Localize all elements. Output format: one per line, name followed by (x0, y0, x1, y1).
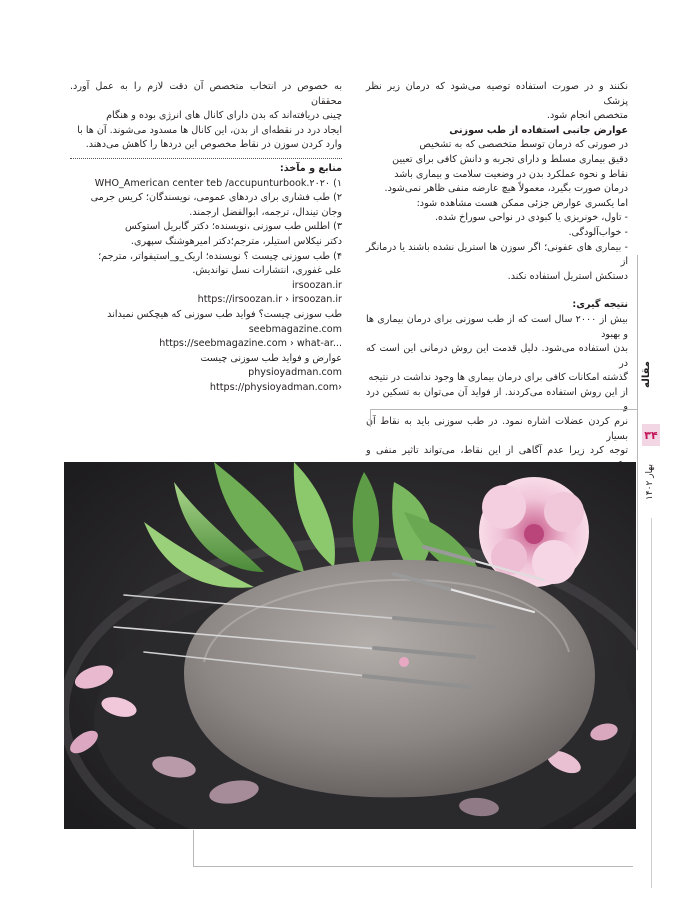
reference-link[interactable]: seebmagazine.com (248, 323, 342, 335)
section-heading-side-effects: عوارض جانبی استفاده از طب سوزنی (449, 124, 628, 136)
reference-link[interactable]: https://seebmagazine.com › what-ar... (159, 338, 342, 350)
frame-rule (193, 866, 633, 867)
body-line: وارد کردن سوزن در نقاط مخصوص این دردها را کاهش می‌دهند. (85, 139, 342, 151)
side-rule (651, 518, 652, 888)
body-line: دستکش استریل استفاده نکند. (507, 270, 628, 282)
body-line: بدن استفاده می‌شود. دلیل قدمت این روش درمانی این است که در (366, 343, 628, 369)
reference-link[interactable]: physioyadman.com (248, 367, 342, 379)
reference-item: عوارض و فواید طب سوزنی چیست (200, 352, 342, 364)
reference-item: وجان تیندال، ترجمه، ابوالفضل ارجمند. (189, 206, 342, 218)
body-line: بیش از ۲۰۰۰ سال است که از طب سوزنی برای درمان بیماری ها و بهبود (366, 313, 628, 340)
reference-item: ۱) WHO_American center teb /accupunturbook.۲۰۲۰ (94, 177, 342, 189)
reference-link[interactable]: https://irsoozan.ir › irsoozan.ir (197, 294, 342, 306)
frame-rule (370, 409, 371, 427)
reference-item: علی غفوری، انتشارات نسل نواندیش. (192, 265, 342, 277)
body-line: نکنند و در صورت استفاده توصیه می‌شود که درمان زیر نظر پزشک (366, 81, 628, 107)
frame-rule (637, 255, 638, 650)
section-heading-conclusion: نتیجه گیری: (572, 299, 628, 311)
body-line: در صورتی که درمان توسط متخصصی که به تشخیص (419, 139, 628, 151)
body-line: دقیق بیماری مسلط و دارای تجربه و دانش کافی برای تعیین (392, 153, 628, 165)
left-column (70, 80, 342, 395)
reference-link[interactable]: https://physioyadman.com› (209, 381, 342, 393)
frame-rule (193, 830, 194, 866)
acupuncture-photo (64, 462, 636, 829)
body-line: توجه کرد زیرا عدم آگاهی از این نقاط، می‌تواند تاثیر منفی و (366, 445, 628, 457)
section-label: مقاله (641, 361, 652, 389)
body-line: نقاط و نحوه عملکرد بدن در وضعیت سلامت و بیماری باشد (394, 168, 628, 180)
list-item: - بیماری های عفونی؛ اگر سوزن ها استریل نشده باشند یا درمانگر از (366, 241, 628, 268)
issue-label: بهار ۱۴۰۲ (645, 464, 655, 500)
body-line: چینی دریافته‌اند که بدن دارای کانال های انرژی بوده و هنگام (106, 110, 342, 122)
reference-item: ۴) طب سوزنی چیست ؟ نویسنده؛ اریک_و_استیفواتر، مترجم؛ (98, 250, 342, 262)
body-line: گذشته امکانات کافی برای درمان بیماری ها وجود نداشت در نتیجه (368, 372, 628, 384)
body-line: از این روش استفاده می‌کردند. از فواید آن می‌توان به تسکین درد و (366, 386, 628, 413)
reference-item: ۳) اطلس طب سوزنی ،نویسنده؛ دکتر گابریل استوکس (124, 221, 342, 233)
body-line: اما یکسری عوارض جزئی ممکن هست مشاهده شود: (416, 197, 628, 209)
list-item: - خواب‌آلودگی. (568, 226, 628, 238)
photo-illustration (64, 462, 636, 829)
section-heading-sources: منابع و مآخذ: (279, 162, 342, 174)
dotted-divider (70, 158, 342, 159)
body-line: متخصص انجام شود. (546, 110, 628, 122)
body-line: درمان صورت بگیرد، معمولاً هیچ عارضه منفی ظاهر نمی‌شود. (384, 183, 628, 195)
reference-item: طب سوزنی چیست؟ فواید طب سوزنی که هیچکس نمیداند (107, 308, 342, 320)
reference-item: ۲) طب فشاری برای دردهای عمومی، نویسندگان؛ کریس جرمی (90, 192, 342, 204)
body-line: به خصوص در انتخاب متخصص آن دقت لازم را به عمل آورد. محققان (70, 81, 342, 107)
frame-rule (371, 409, 637, 410)
reference-item: دکتر نیکلاس استیلر، مترجم؛دکتر امیرهوشنگ سپهری. (130, 235, 342, 247)
body-line: نرم کردن عضلات اشاره نمود. در طب سوزنی باید به نقاط آن بسیار (366, 416, 628, 442)
page-number: ۳۴ (642, 424, 660, 446)
reference-link[interactable]: irsoozan.ir (291, 279, 342, 291)
body-line: ایجاد درد در نقطه‌ای از بدن، این کانال ها مسدود می‌شوند. آن ها با (77, 124, 342, 136)
list-item: - تاول، خونریزی یا کبودی در نواحی سوراخ شده. (434, 212, 628, 224)
